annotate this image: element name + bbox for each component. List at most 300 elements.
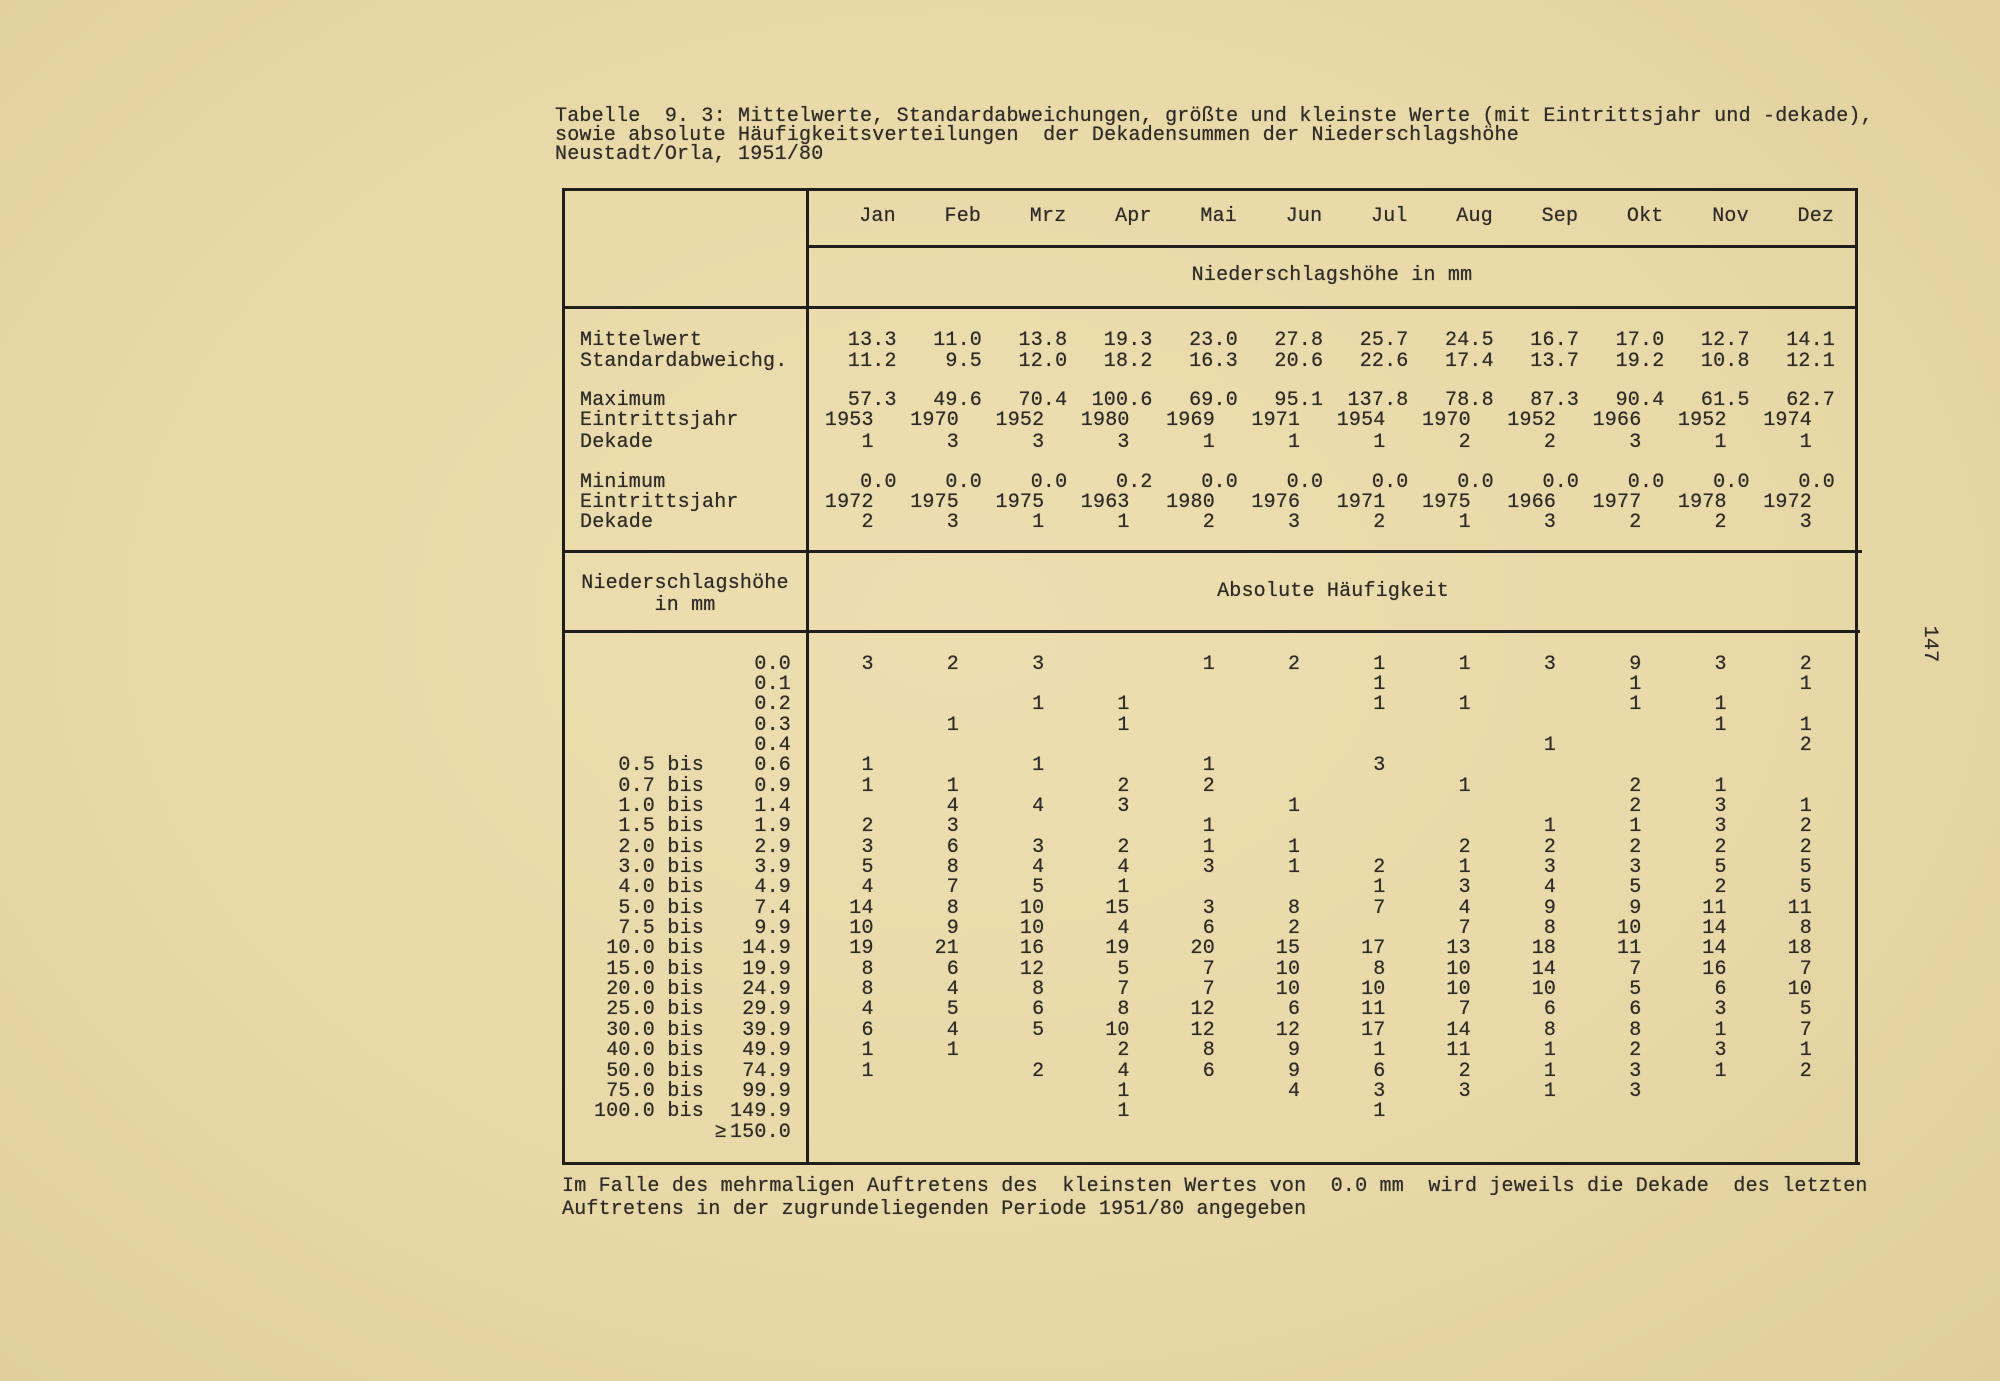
freq-count-dez: 10: [1787, 978, 1812, 1002]
freq-count-okt: 5: [1629, 978, 1642, 1002]
stat-value-apr: 1980: [1080, 409, 1130, 432]
class-upper-bound: 19.9: [742, 957, 791, 981]
freq-count-jan: 2: [861, 815, 874, 839]
stat-value-apr: 1963: [1080, 490, 1130, 514]
freq-count-nov: 14: [1702, 917, 1727, 941]
stat-value-dez: 62.7: [1786, 388, 1835, 412]
freq-count-dez: 2: [1799, 815, 1812, 839]
stat-value-jan: 11.2: [847, 350, 897, 373]
freq-count-jun: 1: [1288, 856, 1301, 879]
freq-count-sep: 18: [1531, 937, 1557, 961]
footnote-line-2: Auftretens in der zugrundeliegenden Periode 1951/80 angegeben: [562, 1198, 1307, 1221]
freq-count-okt: 11: [1617, 937, 1642, 961]
class-lower-bound: 0.7: [618, 774, 655, 798]
stat-value-apr: 18.2: [1103, 350, 1153, 373]
month-header-jul: Jul: [1370, 205, 1408, 228]
freq-count-feb: 4: [946, 1018, 959, 1042]
freq-count-aug: 3: [1458, 1079, 1471, 1103]
freq-count-feb: 6: [946, 835, 959, 859]
freq-count-dez: 5: [1799, 876, 1812, 900]
freq-count-apr: 15: [1105, 896, 1130, 920]
freq-count-apr: 1: [1117, 713, 1130, 737]
freq-count-jan: 1: [861, 754, 874, 778]
stat-value-jan: 1972: [824, 490, 874, 514]
freq-count-sep: 3: [1543, 856, 1557, 879]
class-ge-symbol: ≥: [714, 1120, 727, 1144]
freq-count-nov: 16: [1702, 957, 1727, 981]
freq-count-okt: 3: [1629, 1079, 1642, 1103]
class-upper-bound: 74.9: [742, 1059, 791, 1083]
freq-count-okt: 9: [1629, 652, 1642, 676]
class-upper-bound: 3.9: [754, 856, 791, 879]
freq-count-jul: 6: [1373, 1059, 1386, 1083]
class-upper-bound: 0.3: [754, 713, 791, 737]
stat-value-sep: 87.3: [1530, 388, 1580, 412]
freq-count-okt: 10: [1617, 917, 1642, 941]
stat-value-jun: 3: [1288, 511, 1301, 534]
freq-count-aug: 13: [1446, 937, 1471, 961]
class-bis-label: bis: [667, 835, 704, 859]
page-number: 147: [1918, 625, 1941, 663]
stat-value-sep: 1952: [1507, 409, 1557, 432]
month-header-mai: Mai: [1200, 205, 1237, 228]
freq-count-okt: 2: [1629, 794, 1642, 818]
stat-value-feb: 1975: [910, 490, 959, 514]
stat-value-apr: 100.6: [1091, 388, 1153, 412]
class-lower-bound: 7.5: [618, 917, 655, 941]
stat-value-dez: 1974: [1763, 409, 1812, 432]
class-bis-label: bis: [667, 1100, 704, 1124]
class-lower-bound: 4.0: [618, 876, 655, 900]
class-lower-bound: 15.0: [606, 957, 655, 981]
class-upper-bound: 39.9: [742, 1018, 791, 1042]
stat-value-sep: 1966: [1507, 490, 1557, 514]
stat-value-dez: 0.0: [1798, 471, 1835, 494]
stat-value-mai: 1980: [1166, 490, 1215, 514]
freq-count-nov: 1: [1714, 774, 1727, 798]
class-bis-label: bis: [667, 896, 704, 920]
class-upper-bound: 49.9: [742, 1039, 791, 1063]
stat-value-nov: 2: [1714, 511, 1727, 534]
freq-count-apr: 1: [1117, 693, 1130, 717]
stat-value-mrz: 70.4: [1018, 388, 1068, 412]
freq-count-mai: 1: [1202, 815, 1215, 839]
month-header-jun: Jun: [1285, 205, 1323, 228]
rule-under-unit-header: [563, 306, 1858, 309]
stat-value-jun: 95.1: [1274, 388, 1324, 412]
freq-count-nov: 2: [1714, 835, 1727, 859]
freq-count-sep: 1: [1543, 1079, 1557, 1103]
freq-count-jul: 1: [1373, 652, 1386, 676]
stat-value-sep: 16.7: [1530, 328, 1580, 352]
class-bis-label: bis: [667, 1079, 704, 1103]
freq-count-mrz: 4: [1032, 794, 1045, 818]
freq-count-feb: 1: [946, 713, 959, 737]
unit-header: Niederschlagshöhe in mm: [1191, 264, 1473, 287]
stat-value-okt: 90.4: [1615, 388, 1665, 412]
freq-count-aug: 1: [1458, 774, 1471, 798]
class-upper-bound: 149.9: [729, 1100, 791, 1124]
freq-count-jan: 1: [861, 1059, 874, 1083]
freq-count-dez: 18: [1787, 937, 1812, 961]
class-bis-label: bis: [667, 957, 704, 981]
month-header-apr: Apr: [1115, 205, 1152, 228]
class-bis-label: bis: [667, 856, 704, 879]
stat-row-label: Eintrittsjahr: [580, 490, 739, 514]
freq-count-sep: 8: [1543, 917, 1557, 941]
stat-value-jun: 20.6: [1274, 350, 1324, 373]
freq-count-mai: 6: [1202, 917, 1215, 941]
stat-value-nov: 1952: [1677, 409, 1727, 432]
freq-count-okt: 1: [1629, 693, 1642, 717]
class-lower-bound: 50.0: [606, 1059, 655, 1083]
class-upper-bound: 24.9: [742, 978, 791, 1002]
caption-line-2: sowie absolute Häufigkeitsverteilungen der Dekadensummen der Niederschlagshöhe: [555, 124, 1519, 147]
class-lower-bound: 2.0: [618, 835, 655, 859]
freq-count-nov: 1: [1714, 1018, 1727, 1042]
stat-value-mrz: 12.0: [1018, 350, 1068, 373]
freq-count-apr: 1: [1117, 1100, 1130, 1124]
stat-value-aug: 0.0: [1457, 471, 1494, 494]
freq-count-jun: 2: [1288, 652, 1301, 676]
stat-value-okt: 1966: [1592, 409, 1642, 432]
month-header-okt: Okt: [1626, 205, 1664, 228]
freq-count-jul: 1: [1373, 693, 1386, 717]
stat-value-okt: 19.2: [1615, 350, 1665, 373]
stat-row-label: Maximum: [580, 388, 666, 412]
freq-count-dez: 2: [1799, 733, 1812, 757]
freq-count-dez: 2: [1799, 1059, 1812, 1083]
freq-count-feb: 21: [934, 937, 959, 961]
freq-count-apr: 10: [1105, 1018, 1130, 1042]
freq-count-mai: 7: [1202, 957, 1215, 981]
freq-count-apr: 4: [1117, 856, 1130, 879]
stat-value-mai: 2: [1202, 511, 1215, 534]
stat-row-label: Mittelwert: [580, 328, 703, 352]
freq-count-apr: 3: [1117, 794, 1130, 818]
stat-value-jan: 13.3: [847, 328, 897, 352]
freq-count-okt: 3: [1629, 856, 1642, 879]
stat-value-aug: 1970: [1422, 409, 1471, 432]
stat-value-aug: 2: [1458, 430, 1471, 454]
freq-count-aug: 14: [1446, 1018, 1471, 1042]
freq-count-mrz: 3: [1032, 835, 1045, 859]
table-column-divider: [806, 188, 809, 1165]
freq-count-mrz: 4: [1032, 856, 1045, 879]
freq-count-feb: 1: [946, 1039, 959, 1063]
freq-count-mai: 1: [1202, 652, 1215, 676]
freq-count-mai: 3: [1202, 896, 1215, 920]
freq-count-aug: 2: [1458, 835, 1471, 859]
class-lower-bound: 20.0: [606, 978, 655, 1002]
class-upper-bound: 0.9: [754, 774, 791, 798]
stat-value-aug: 1975: [1422, 490, 1471, 514]
stat-value-aug: 78.8: [1445, 388, 1494, 412]
freq-count-aug: 10: [1446, 957, 1471, 981]
freq-count-nov: 2: [1714, 876, 1727, 900]
freq-count-aug: 7: [1458, 917, 1471, 941]
freq-count-aug: 4: [1458, 896, 1471, 920]
stat-value-jul: 0.0: [1371, 471, 1409, 494]
freq-count-jul: 17: [1361, 937, 1386, 961]
stat-value-nov: 10.8: [1700, 350, 1750, 373]
freq-count-dez: 1: [1799, 1039, 1812, 1063]
freq-count-nov: 6: [1714, 978, 1727, 1002]
freq-count-jun: 15: [1275, 937, 1301, 961]
stat-value-feb: 3: [946, 511, 959, 534]
stat-value-aug: 24.5: [1445, 328, 1494, 352]
class-lower-bound: 5.0: [618, 896, 655, 920]
freq-count-dez: 1: [1799, 672, 1812, 696]
freq-count-aug: 1: [1458, 856, 1471, 879]
freq-count-mrz: 10: [1019, 917, 1045, 941]
month-header-aug: Aug: [1456, 205, 1493, 228]
rule-under-stats: [563, 550, 1862, 553]
stat-value-okt: 0.0: [1627, 471, 1665, 494]
stat-value-nov: 1: [1714, 430, 1727, 454]
freq-count-jan: 8: [861, 957, 874, 981]
freq-count-apr: 2: [1117, 774, 1130, 798]
class-upper-bound: 1.9: [754, 815, 791, 839]
freq-count-jan: 10: [849, 917, 874, 941]
freq-count-nov: 14: [1702, 937, 1727, 961]
freq-count-okt: 3: [1629, 1059, 1642, 1083]
freq-count-mai: 3: [1202, 856, 1215, 879]
freq-count-aug: 1: [1458, 693, 1471, 717]
class-lower-bound: 0.5: [618, 754, 655, 778]
freq-count-apr: 8: [1117, 998, 1130, 1022]
stat-value-sep: 13.7: [1530, 350, 1580, 373]
class-upper-bound: 1.4: [754, 794, 791, 818]
freq-count-jul: 11: [1361, 998, 1386, 1022]
stat-value-mrz: 0.0: [1030, 471, 1068, 494]
stat-value-jun: 1971: [1251, 409, 1301, 432]
caption-line-1: Tabelle 9. 3: Mittelwerte, Standardabweichungen, größte und kleinste Werte (mit Eintrittsjahr und -dekade),: [555, 105, 1873, 128]
stat-value-nov: 61.5: [1700, 388, 1750, 412]
freq-count-sep: 6: [1543, 998, 1557, 1022]
freq-count-mrz: 12: [1019, 957, 1045, 981]
class-upper-bound: 150.0: [729, 1120, 791, 1144]
stat-value-feb: 11.0: [933, 328, 982, 352]
freq-count-nov: 1: [1714, 693, 1727, 717]
freq-count-jul: 2: [1373, 856, 1386, 879]
stat-value-jul: 1971: [1336, 490, 1386, 514]
stat-value-apr: 1: [1117, 511, 1130, 534]
freq-count-sep: 1: [1543, 733, 1557, 757]
freq-count-mrz: 1: [1032, 754, 1045, 778]
freq-count-mrz: 1: [1032, 693, 1045, 717]
freq-count-jun: 8: [1288, 896, 1301, 920]
class-upper-bound: 0.1: [754, 672, 791, 696]
freq-count-jan: 19: [849, 937, 874, 961]
freq-count-dez: 1: [1799, 713, 1812, 737]
freq-count-apr: 5: [1117, 957, 1130, 981]
class-lower-bound: 10.0: [606, 937, 655, 961]
freq-count-sep: 1: [1543, 1039, 1557, 1063]
stat-row-label: Minimum: [580, 471, 666, 494]
stat-value-nov: 12.7: [1700, 328, 1750, 352]
stat-value-jan: 1953: [824, 409, 874, 432]
freq-count-feb: 4: [946, 794, 959, 818]
freq-count-jul: 17: [1361, 1018, 1386, 1042]
freq-count-dez: 7: [1799, 1018, 1812, 1042]
freq-count-feb: 2: [946, 652, 959, 676]
stat-value-sep: 3: [1543, 511, 1557, 534]
freq-count-mai: 7: [1202, 978, 1215, 1002]
stat-value-dez: 1: [1799, 430, 1812, 454]
table-border-bottom: [563, 1162, 1860, 1165]
stat-value-sep: 2: [1543, 430, 1557, 454]
stat-value-jul: 2: [1373, 511, 1386, 534]
stat-value-mrz: 13.8: [1018, 328, 1068, 352]
stat-value-aug: 1: [1458, 511, 1471, 534]
freq-count-jun: 10: [1275, 978, 1301, 1002]
freq-count-aug: 11: [1446, 1039, 1471, 1063]
stat-value-dez: 12.1: [1786, 350, 1835, 373]
freq-count-jan: 8: [861, 978, 874, 1002]
freq-count-dez: 1: [1799, 794, 1812, 818]
freq-count-aug: 7: [1458, 998, 1471, 1022]
stat-value-feb: 9.5: [945, 350, 982, 373]
month-header-nov: Nov: [1712, 205, 1749, 228]
rule-under-freq-header: [563, 630, 1860, 633]
class-upper-bound: 4.9: [754, 876, 791, 900]
stat-value-jan: 1: [861, 430, 874, 454]
freq-count-jan: 3: [861, 652, 874, 676]
class-bis-label: bis: [667, 774, 704, 798]
freq-count-feb: 8: [946, 896, 959, 920]
freq-count-jul: 1: [1373, 1039, 1386, 1063]
stat-value-dez: 14.1: [1786, 328, 1835, 352]
freq-count-apr: 2: [1117, 1039, 1130, 1063]
freq-count-okt: 7: [1629, 957, 1642, 981]
class-bis-label: bis: [667, 998, 704, 1022]
freq-count-jul: 3: [1373, 754, 1386, 778]
class-lower-bound: 75.0: [606, 1079, 655, 1103]
freq-count-jun: 4: [1288, 1079, 1301, 1103]
class-bis-label: bis: [667, 794, 704, 818]
table-border-top: [563, 188, 1858, 191]
freq-count-apr: 2: [1117, 835, 1130, 859]
freq-count-jan: 3: [861, 835, 874, 859]
freq-count-jun: 9: [1288, 1059, 1301, 1083]
freq-count-okt: 8: [1629, 1018, 1642, 1042]
freq-row-header-line-2: in mm: [654, 594, 716, 617]
freq-count-mrz: 16: [1019, 937, 1045, 961]
class-bis-label: bis: [667, 754, 704, 778]
class-upper-bound: 0.0: [754, 652, 791, 676]
freq-count-sep: 14: [1531, 957, 1557, 981]
freq-count-okt: 2: [1629, 774, 1642, 798]
freq-count-nov: 5: [1714, 856, 1727, 879]
month-header-sep: Sep: [1541, 205, 1579, 228]
freq-count-jan: 5: [861, 856, 874, 879]
freq-count-dez: 2: [1799, 652, 1812, 676]
stat-value-mai: 1: [1202, 430, 1215, 454]
freq-count-nov: 3: [1714, 1039, 1727, 1063]
freq-count-jul: 7: [1373, 896, 1386, 920]
stat-value-okt: 1977: [1592, 490, 1642, 514]
freq-count-aug: 10: [1446, 978, 1471, 1002]
stat-row-label: Eintrittsjahr: [580, 409, 739, 432]
freq-count-okt: 2: [1629, 835, 1642, 859]
stat-value-dez: 3: [1799, 511, 1812, 534]
stat-value-jun: 1976: [1251, 490, 1301, 514]
table-border-left: [562, 188, 565, 1165]
class-upper-bound: 7.4: [754, 896, 791, 920]
class-bis-label: bis: [667, 978, 704, 1002]
freq-count-mrz: 10: [1019, 896, 1045, 920]
freq-count-sep: 1: [1543, 1059, 1557, 1083]
stat-value-nov: 0.0: [1713, 471, 1750, 494]
freq-count-mai: 6: [1202, 1059, 1215, 1083]
class-lower-bound: 100.0: [593, 1100, 655, 1124]
freq-count-sep: 10: [1531, 978, 1557, 1002]
freq-count-nov: 3: [1714, 794, 1727, 818]
freq-count-apr: 19: [1105, 937, 1130, 961]
caption-line-3: Neustadt/Orla, 1951/80: [555, 143, 824, 166]
stat-value-mai: 16.3: [1189, 350, 1238, 373]
class-lower-bound: 25.0: [606, 998, 655, 1022]
month-header-jan: Jan: [859, 205, 896, 228]
stat-value-okt: 2: [1629, 511, 1642, 534]
freq-count-dez: 7: [1799, 957, 1812, 981]
class-bis-label: bis: [667, 937, 704, 961]
freq-count-jun: 9: [1288, 1039, 1301, 1063]
class-bis-label: bis: [667, 917, 704, 941]
freq-count-apr: 4: [1117, 1059, 1130, 1083]
stat-value-jul: 1: [1373, 430, 1386, 454]
class-lower-bound: 1.5: [618, 815, 655, 839]
class-lower-bound: 40.0: [606, 1039, 655, 1063]
stat-value-apr: 0.2: [1116, 471, 1153, 494]
freq-count-apr: 1: [1117, 1079, 1130, 1103]
class-bis-label: bis: [667, 1059, 704, 1083]
freq-count-feb: 7: [946, 876, 959, 900]
freq-count-mrz: 5: [1032, 1018, 1045, 1042]
stat-value-jun: 0.0: [1286, 471, 1324, 494]
freq-count-mrz: 2: [1032, 1059, 1045, 1083]
stat-value-jul: 137.8: [1347, 388, 1409, 412]
freq-count-dez: 11: [1787, 896, 1812, 920]
class-lower-bound: 1.0: [618, 794, 655, 818]
class-lower-bound: 3.0: [618, 856, 655, 879]
freq-count-mai: 20: [1190, 937, 1215, 961]
stat-value-mai: 69.0: [1189, 388, 1238, 412]
stat-value-jan: 2: [861, 511, 874, 534]
freq-count-jul: 1: [1373, 672, 1386, 696]
freq-count-nov: 11: [1702, 896, 1727, 920]
class-upper-bound: 0.2: [754, 693, 791, 717]
class-bis-label: bis: [667, 876, 704, 900]
freq-count-okt: 2: [1629, 1039, 1642, 1063]
freq-count-nov: 3: [1714, 998, 1727, 1022]
freq-count-mrz: 3: [1032, 652, 1045, 676]
class-bis-label: bis: [667, 1039, 704, 1063]
freq-count-jan: 1: [861, 774, 874, 798]
class-upper-bound: 9.9: [754, 917, 791, 941]
freq-count-sep: 1: [1543, 815, 1557, 839]
freq-count-aug: 3: [1458, 876, 1471, 900]
freq-count-feb: 8: [946, 856, 959, 879]
freq-count-sep: 8: [1543, 1018, 1557, 1042]
freq-count-mrz: 6: [1032, 998, 1045, 1022]
class-upper-bound: 14.9: [742, 937, 791, 961]
freq-count-nov: 3: [1714, 652, 1727, 676]
stat-value-jul: 25.7: [1359, 328, 1409, 352]
freq-count-jun: 1: [1288, 794, 1301, 818]
freq-count-apr: 7: [1117, 978, 1130, 1002]
